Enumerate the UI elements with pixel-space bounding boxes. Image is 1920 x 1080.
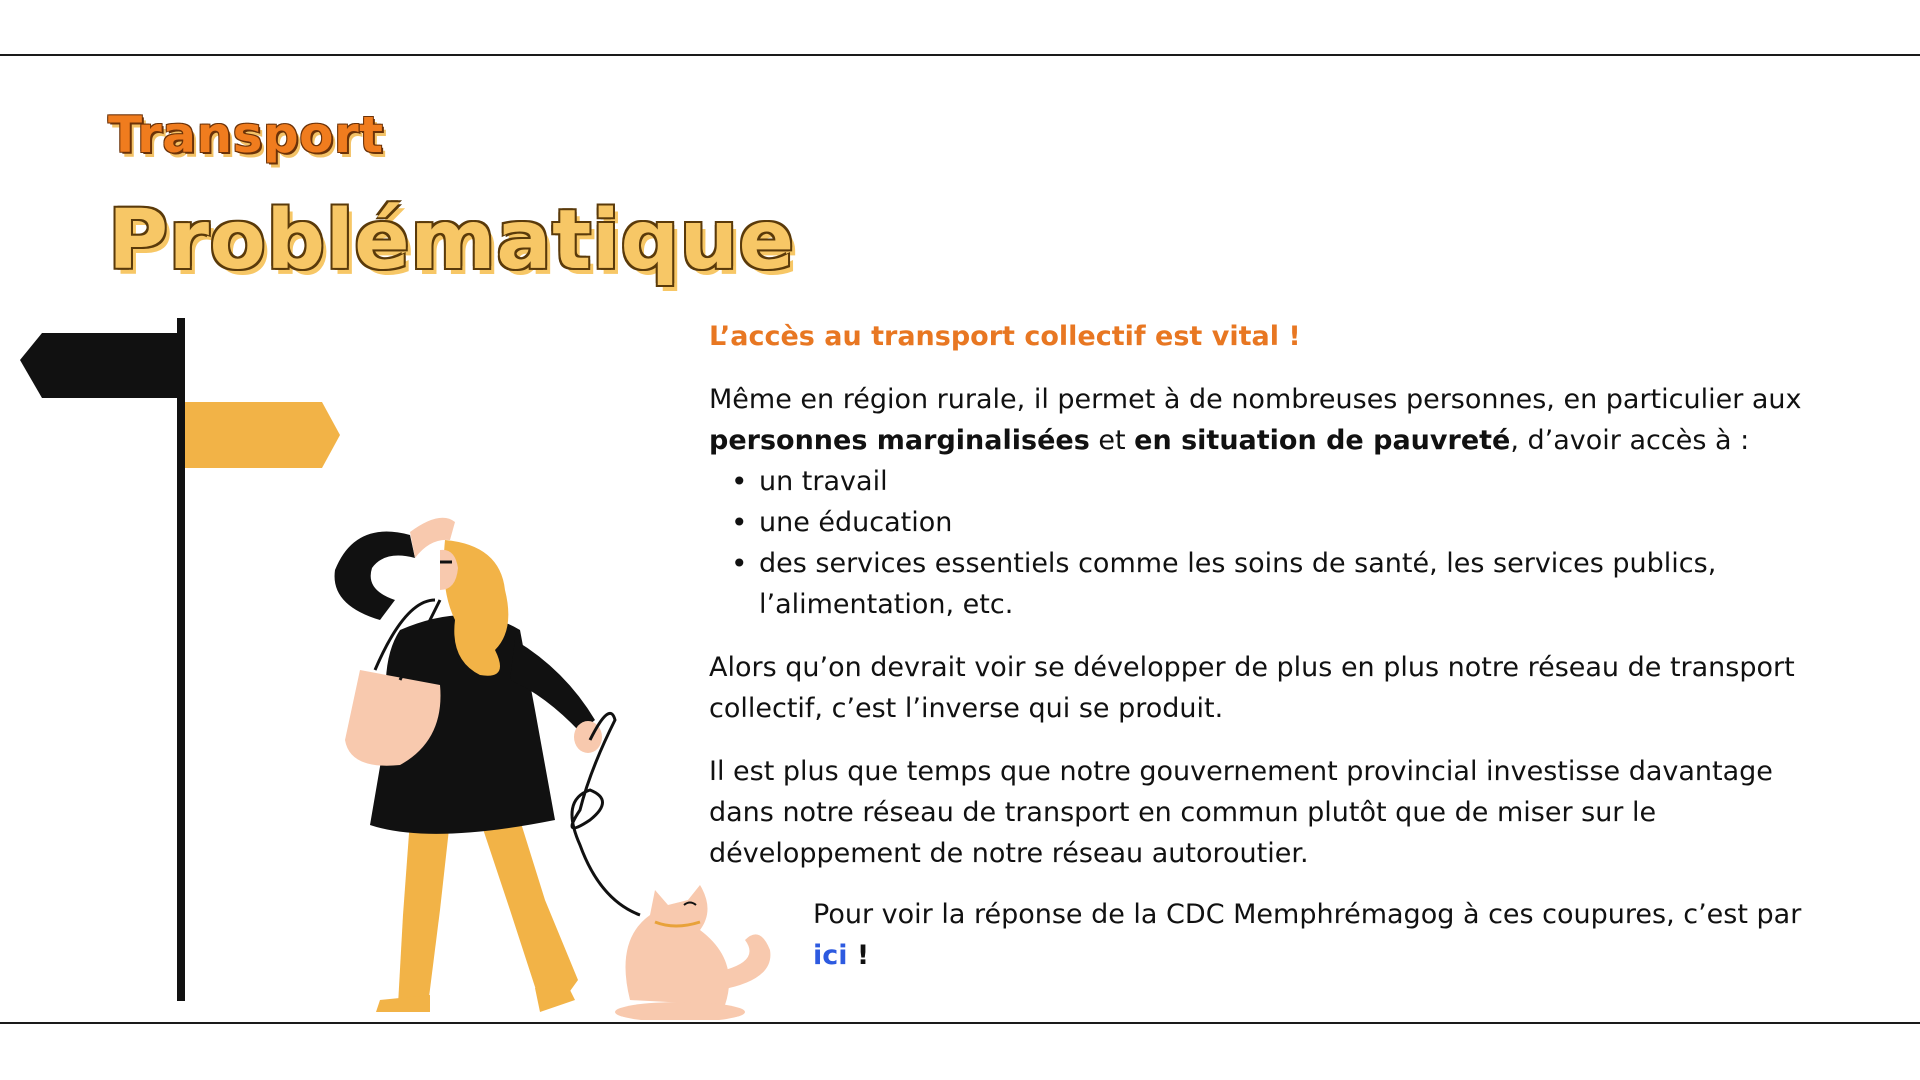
cat-icon (615, 885, 770, 1020)
intro-bold-1: personnes marginalisées (709, 425, 1090, 456)
lead-heading: L’accès au transport collectif est vital ! (709, 321, 1301, 352)
main-content (709, 316, 1819, 896)
paragraph-government: Il est plus que temps que notre gouvernement provincial investisse davantage dans notre réseau de transport en commun plutôt que de miser sur le développement de notre réseau autoroutier. (709, 756, 1773, 869)
section-kicker: Transport (108, 106, 384, 164)
list-item: • des services essentiels comme les soins de santé, les services publics, l’alimentation, etc. (759, 543, 1819, 625)
page-title: Problématique (108, 193, 795, 288)
cta-paragraph (813, 894, 1813, 976)
intro-text-3: , d’avoir accès à : (1510, 425, 1750, 456)
top-divider (0, 54, 1920, 56)
access-list (709, 461, 1819, 625)
cta-link[interactable]: ici (813, 940, 848, 971)
intro-bold-2: en situation de pauvreté (1134, 425, 1511, 456)
signpost-icon (20, 318, 340, 1001)
cta-text: Pour voir la réponse de la CDC Memphrémagog à ces coupures, c’est par (813, 899, 1802, 930)
intro-paragraph (709, 379, 1819, 461)
bottom-divider (0, 1022, 1920, 1024)
list-item: • un travail (759, 461, 1819, 502)
cta-suffix: ! (847, 940, 870, 971)
intro-text-1: Même en région rurale, il permet à de nombreuses personnes, en particulier aux (709, 384, 1802, 415)
intro-text-2: et (1089, 425, 1135, 456)
paragraph-network: Alors qu’on devrait voir se développer de plus en plus notre réseau de transport collectif, c’est l’inverse qui se produit. (709, 652, 1795, 724)
woman-figure-icon (335, 518, 602, 1012)
list-item: • une éducation (759, 502, 1819, 543)
woman-with-cat-signpost-illustration (0, 300, 800, 1020)
